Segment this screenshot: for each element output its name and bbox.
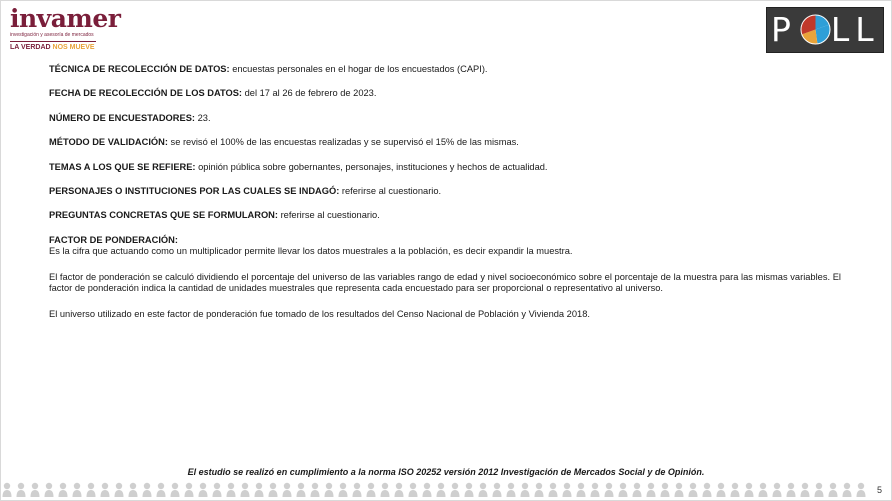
item-text: opinión pública sobre gobernantes, personajes, instituciones y hechos de actualidad. (195, 161, 548, 172)
person-icon (101, 483, 110, 497)
person-icon (423, 483, 432, 497)
person-icon (745, 483, 754, 497)
item-encuestadores (49, 113, 841, 137)
item-temas (49, 162, 841, 186)
person-icon (801, 483, 810, 497)
person-icon (381, 483, 390, 497)
item-label: NÚMERO DE ENCUESTADORES: (49, 112, 196, 123)
person-icon (689, 483, 698, 497)
person-icon (171, 483, 180, 497)
factor-paragraph-2: El factor de ponderación se calculó dividiendo el porcentaje del universo de las variables rango de edad y nivel socioeconómico sobre el porcentaje de la muestra para las mismas variables. El factor de ponderación indica la cantidad de unidades muestrales que representa cada encuestado para ser proporcional o representativo al universo. (49, 271, 841, 294)
logo-subtitle: investigación y asesoría de mercados (10, 32, 94, 38)
poll-letters-ll: LL (830, 10, 880, 49)
person-icon (227, 483, 236, 497)
person-icon (157, 483, 166, 497)
person-icon (17, 483, 26, 497)
person-icon (185, 483, 194, 497)
logo-wordmark: invamer (10, 4, 121, 33)
person-icon (129, 483, 138, 497)
factor-section (49, 235, 841, 321)
item-label: PERSONAJES O INSTITUCIONES POR LAS CUALES SE INDAGÓ: (49, 185, 340, 196)
person-icon (647, 483, 656, 497)
person-icon (437, 483, 446, 497)
item-personajes (49, 186, 841, 210)
person-icon (731, 483, 740, 497)
item-text: referirse al cuestionario. (277, 210, 380, 221)
factor-heading: FACTOR DE PONDERACIÓN: (49, 234, 178, 245)
item-fecha (49, 88, 841, 112)
item-tecnica (49, 64, 841, 88)
factor-paragraph-1: Es la cifra que actuando como un multiplicador permite llevar los datos muestrales a la población, es decir expandir la muestra. (49, 246, 573, 257)
person-icon (773, 483, 782, 497)
person-icon (479, 483, 488, 497)
item-text: se revisó el 100% de las encuestas realizadas y se supervisó el 15% de las mismas. (167, 137, 519, 148)
poll-letter-p: P (771, 10, 797, 49)
person-icon (325, 483, 334, 497)
person-icon (843, 483, 852, 497)
person-icon (3, 483, 12, 497)
person-icon (115, 483, 124, 497)
person-icon (339, 483, 348, 497)
person-icon (31, 483, 40, 497)
logo-tagline (10, 44, 110, 52)
item-text: 23. (195, 112, 211, 123)
person-icon (269, 483, 278, 497)
page-number: 5 (876, 485, 882, 495)
person-icon (87, 483, 96, 497)
item-label: TÉCNICA DE RECOLECCIÓN DE DATOS: (49, 64, 230, 74)
person-icon (563, 483, 572, 497)
item-text: del 17 al 26 de febrero de 2023. (242, 88, 377, 99)
person-icon (73, 483, 82, 497)
person-icon (703, 483, 712, 497)
person-icon (787, 483, 796, 497)
person-icon (311, 483, 320, 497)
person-icon (619, 483, 628, 497)
person-icon (143, 483, 152, 497)
person-icon (241, 483, 250, 497)
tagline-part-a: LA VERDAD (10, 44, 51, 51)
methodology-content (49, 64, 841, 320)
person-icon (283, 483, 292, 497)
iso-footnote: El estudio se realizó en cumplimiento a la norma ISO 20252 versión 2012 Investigación de Mercados Social y de Opinión. (187, 467, 705, 477)
person-icon (255, 483, 264, 497)
invamer-logo (10, 4, 121, 52)
person-icon (577, 483, 586, 497)
factor-paragraph-3: El universo utilizado en este factor de ponderación fue tomado de los resultados del Censo Nacional de Población y Vivienda 2018. (49, 308, 590, 319)
person-icon (521, 483, 530, 497)
item-validacion (49, 137, 841, 161)
person-icon (549, 483, 558, 497)
person-icon (829, 483, 838, 497)
person-icon (59, 483, 68, 497)
person-icon (661, 483, 670, 497)
person-icon (451, 483, 460, 497)
person-icon (815, 483, 824, 497)
person-icon (591, 483, 600, 497)
item-label: TEMAS A LOS QUE SE REFIERE: (49, 161, 196, 172)
person-icon (395, 483, 404, 497)
person-icon (367, 483, 376, 497)
person-icon (605, 483, 614, 497)
people-pattern-decoration (0, 480, 892, 498)
pie-chart-icon (800, 14, 831, 45)
person-icon (213, 483, 222, 497)
person-icon (353, 483, 362, 497)
person-icon (507, 483, 516, 497)
person-icon (759, 483, 768, 497)
person-icon (675, 483, 684, 497)
person-icon (493, 483, 502, 497)
person-icon (717, 483, 726, 497)
tagline-part-b: NOS MUEVE (52, 44, 95, 51)
person-icon (857, 483, 866, 497)
poll-logo (766, 7, 884, 53)
person-icon (535, 483, 544, 497)
item-preguntas (49, 210, 841, 234)
item-label: FECHA DE RECOLECCIÓN DE LOS DATOS: (49, 88, 243, 99)
person-icon (633, 483, 642, 497)
person-icon (297, 483, 306, 497)
item-text: encuestas personales en el hogar de los encuestados (CAPI). (229, 64, 488, 74)
logo-divider (10, 41, 96, 42)
item-text: referirse al cuestionario. (339, 185, 442, 196)
item-label: PREGUNTAS CONCRETAS QUE SE FORMULARON: (49, 210, 278, 221)
item-label: MÉTODO DE VALIDACIÓN: (49, 137, 168, 148)
person-icon (199, 483, 208, 497)
person-icon (465, 483, 474, 497)
person-icon (45, 483, 54, 497)
person-icon (409, 483, 418, 497)
